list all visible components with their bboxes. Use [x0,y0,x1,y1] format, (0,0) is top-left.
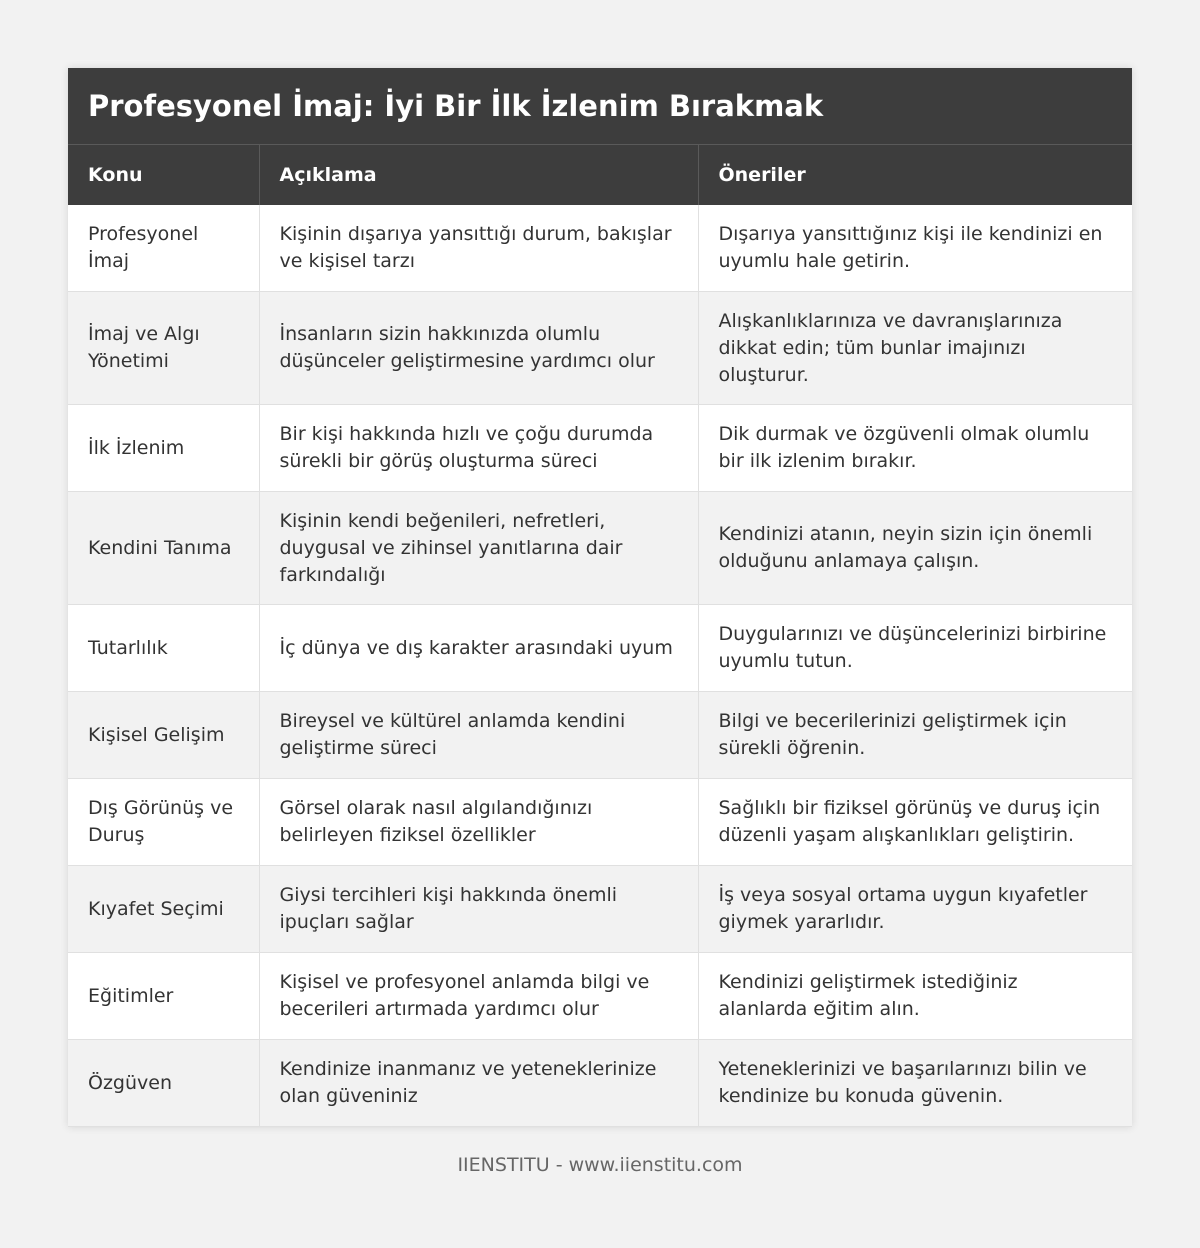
table-body [68,205,1132,1127]
cell-topic: Kıyafet Seçimi [68,866,259,953]
table-header [68,145,1132,205]
cell-description: Bireysel ve kültürel anlamda kendini geliştirme süreci [259,692,698,779]
cell-suggestion: Sağlıklı bir fiziksel görünüş ve duruş için düzenli yaşam alışkanlıkları geliştirin. [698,779,1132,866]
cell-suggestion: İş veya sosyal ortama uygun kıyafetler giymek yararlıdır. [698,866,1132,953]
column-header-oneriler: Öneriler [698,145,1132,205]
table-row [68,292,1132,405]
cell-topic: İmaj ve Algı Yönetimi [68,292,259,405]
cell-topic: İlk İzlenim [68,405,259,492]
cell-description: İç dünya ve dış karakter arasındaki uyum [259,605,698,692]
table-row [68,405,1132,492]
cell-description: Kendinize inanmanız ve yeteneklerinize olan güveniniz [259,1040,698,1127]
cell-description: Görsel olarak nasıl algılandığınızı belirleyen fiziksel özellikler [259,779,698,866]
table-row [68,692,1132,779]
table-row [68,866,1132,953]
cell-description: Kişisel ve profesyonel anlamda bilgi ve becerileri artırmada yardımcı olur [259,953,698,1040]
cell-description: Kişinin kendi beğenileri, nefretleri, duygusal ve zihinsel yanıtlarına dair farkındalığı [259,492,698,605]
cell-description: Giysi tercihleri kişi hakkında önemli ipuçları sağlar [259,866,698,953]
cell-topic: Tutarlılık [68,605,259,692]
table-row [68,205,1132,292]
cell-description: Bir kişi hakkında hızlı ve çoğu durumda sürekli bir görüş oluşturma süreci [259,405,698,492]
cell-suggestion: Kendinizi geliştirmek istediğiniz alanlarda eğitim alın. [698,953,1132,1040]
column-header-aciklama: Açıklama [259,145,698,205]
content-card [68,68,1132,1127]
table-row [68,779,1132,866]
data-table [68,144,1132,1127]
footer-credit: IIENSTITU - www.iienstitu.com [457,1154,743,1176]
cell-suggestion: Alışkanlıklarınıza ve davranışlarınıza dikkat edin; tüm bunlar imajınızı oluşturur. [698,292,1132,405]
cell-description: Kişinin dışarıya yansıttığı durum, bakışlar ve kişisel tarzı [259,205,698,292]
cell-suggestion: Bilgi ve becerilerinizi geliştirmek için sürekli öğrenin. [698,692,1132,779]
table-row [68,492,1132,605]
cell-topic: Kendini Tanıma [68,492,259,605]
table-row [68,605,1132,692]
column-header-konu: Konu [68,145,259,205]
cell-description: İnsanların sizin hakkınızda olumlu düşünceler geliştirmesine yardımcı olur [259,292,698,405]
cell-suggestion: Yeteneklerinizi ve başarılarınızı bilin ve kendinize bu konuda güvenin. [698,1040,1132,1127]
cell-topic: Eğitimler [68,953,259,1040]
cell-topic: Kişisel Gelişim [68,692,259,779]
cell-suggestion: Kendinizi atanın, neyin sizin için önemli olduğunu anlamaya çalışın. [698,492,1132,605]
cell-topic: Profesyonel İmaj [68,205,259,292]
cell-suggestion: Dışarıya yansıttığınız kişi ile kendinizi en uyumlu hale getirin. [698,205,1132,292]
cell-topic: Özgüven [68,1040,259,1127]
table-row [68,953,1132,1040]
cell-suggestion: Dik durmak ve özgüvenli olmak olumlu bir ilk izlenim bırakır. [698,405,1132,492]
cell-suggestion: Duygularınızı ve düşüncelerinizi birbirine uyumlu tutun. [698,605,1132,692]
table-title: Profesyonel İmaj: İyi Bir İlk İzlenim Bırakmak [68,68,1132,144]
table-row [68,1040,1132,1127]
cell-topic: Dış Görünüş ve Duruş [68,779,259,866]
